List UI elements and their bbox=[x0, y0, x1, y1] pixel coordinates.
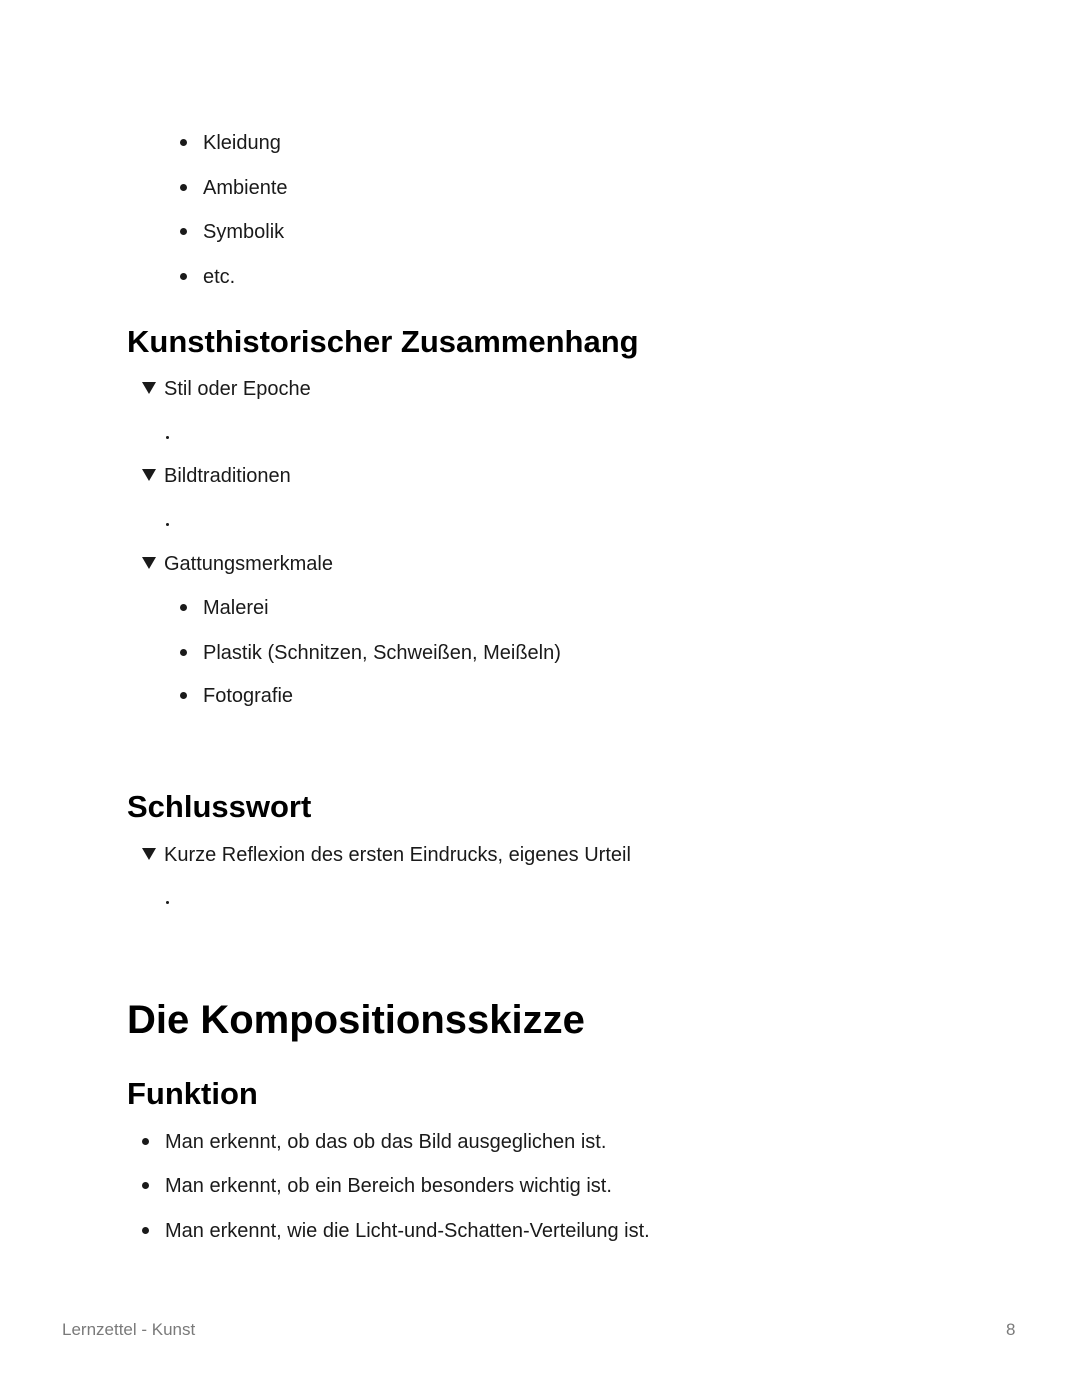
chapter-title: Die Kompositionsskizze bbox=[127, 998, 585, 1042]
bullet-icon bbox=[180, 139, 187, 146]
section-heading-conclusion: Schlusswort bbox=[127, 789, 312, 824]
section-heading-function: Funktion bbox=[127, 1076, 258, 1111]
empty-toggle-placeholder bbox=[166, 901, 169, 904]
toggle-label[interactable]: Kurze Reflexion des ersten Eindrucks, eigenes Urteil bbox=[164, 844, 631, 866]
list-item: Fotografie bbox=[203, 685, 294, 707]
bullet-icon bbox=[180, 273, 187, 280]
bullet-icon bbox=[142, 1182, 149, 1189]
toggle-label[interactable]: Stil oder Epoche bbox=[164, 378, 311, 400]
list-item: etc. bbox=[203, 266, 236, 288]
toggle-label[interactable]: Bildtraditionen bbox=[164, 465, 291, 487]
empty-toggle-placeholder bbox=[166, 436, 169, 439]
list-item: Plastik (Schnitzen, Schweißen, Meißeln) bbox=[203, 642, 561, 664]
list-item: Symbolik bbox=[203, 221, 285, 243]
list-item: Man erkennt, ob ein Bereich besonders wichtig ist. bbox=[165, 1175, 612, 1197]
toggle-triangle-icon[interactable] bbox=[142, 848, 156, 860]
bullet-icon bbox=[180, 604, 187, 611]
list-item: Man erkennt, wie die Licht-und-Schatten-Verteilung ist. bbox=[165, 1220, 650, 1242]
list-item: Kleidung bbox=[203, 132, 281, 154]
bullet-icon bbox=[180, 228, 187, 235]
section-heading-context: Kunsthistorischer Zusammenhang bbox=[127, 324, 639, 359]
page-number: 8 bbox=[1006, 1320, 1016, 1339]
list-item: Malerei bbox=[203, 597, 269, 619]
list-item: Ambiente bbox=[203, 177, 288, 199]
bullet-icon bbox=[180, 649, 187, 656]
bullet-icon bbox=[142, 1138, 149, 1145]
bullet-icon bbox=[142, 1227, 149, 1234]
empty-toggle-placeholder bbox=[166, 523, 169, 526]
list-item: Man erkennt, ob das ob das Bild ausgeglichen ist. bbox=[165, 1131, 607, 1153]
footer-title: Lernzettel - Kunst bbox=[62, 1320, 196, 1339]
toggle-triangle-icon[interactable] bbox=[142, 469, 156, 481]
toggle-label[interactable]: Gattungsmerkmale bbox=[164, 553, 333, 575]
toggle-triangle-icon[interactable] bbox=[142, 382, 156, 394]
toggle-triangle-icon[interactable] bbox=[142, 557, 156, 569]
bullet-icon bbox=[180, 692, 187, 699]
bullet-icon bbox=[180, 184, 187, 191]
